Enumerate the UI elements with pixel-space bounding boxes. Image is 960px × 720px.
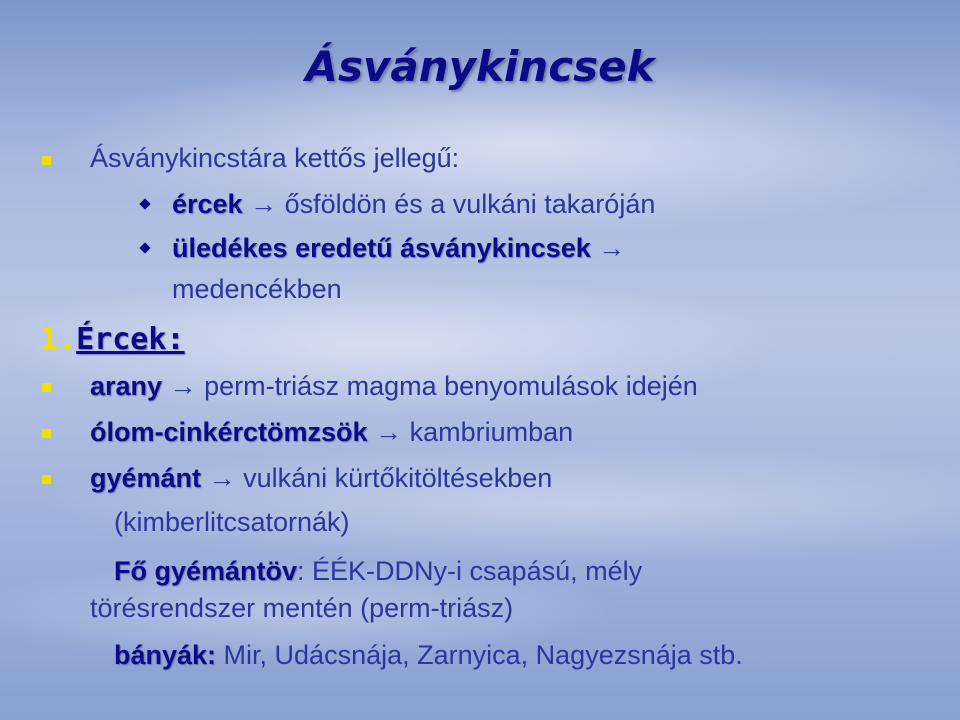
ore-1-text: perm-triász magma benyomulások idején (204, 371, 698, 401)
diamond-bullet-icon (139, 242, 150, 253)
intro-text: Ásványkincstára kettős jellegű: (90, 143, 460, 173)
sub-item-2 (172, 233, 625, 264)
square-bullet-icon (42, 475, 51, 484)
ore-2 (90, 417, 573, 448)
ore-2-term: ólom-cinkérctömzsök (90, 417, 368, 447)
square-bullet-icon (42, 429, 51, 438)
ore-3-continuation: (kimberlitcsatornák) (114, 507, 350, 537)
section-number: 1. (40, 322, 77, 357)
mines-text: Mir, Udácsnája, Zarnyica, Nagyezsnája stb. (216, 640, 743, 670)
sub-item-1-arrow: → (250, 189, 278, 219)
sub-item-2-text: medencékben (172, 274, 342, 304)
ore-3 (90, 463, 552, 494)
square-bullet-icon (42, 156, 51, 165)
mines-line (114, 640, 743, 671)
section-label: Ércek: (76, 322, 185, 357)
belt-line-1 (114, 556, 642, 587)
section-heading (40, 322, 185, 357)
sub-item-2-arrow: → (598, 233, 626, 263)
ore-2-arrow: → (375, 417, 403, 447)
ore-3-arrow: → (208, 463, 236, 493)
sub-item-1-text: ősföldön és a vulkáni takaróján (284, 189, 656, 219)
ore-1-term: arany (90, 371, 163, 401)
ore-1-arrow: → (169, 371, 197, 401)
mines-label: bányák: (114, 640, 217, 670)
belt-label: Fő gyémántöv (114, 556, 298, 586)
square-bullet-icon (42, 383, 51, 392)
slide-title: Ásványkincsek (305, 42, 655, 91)
belt-line-2: törésrendszer mentén (perm-triász) (90, 593, 514, 623)
ore-3-text: vulkáni kürtőkitöltésekben (243, 463, 553, 493)
sub-item-2-term: üledékes eredetű ásványkincsek (172, 233, 591, 263)
sub-item-1 (172, 189, 655, 220)
ore-2-text: kambriumban (409, 417, 574, 447)
sub-item-1-term: ércek (172, 189, 243, 219)
belt-text: : ÉÉK-DDNy-i csapású, mély (297, 556, 643, 586)
diamond-bullet-icon (139, 198, 150, 209)
ore-1 (90, 371, 698, 402)
ore-3-term: gyémánt (90, 463, 202, 493)
